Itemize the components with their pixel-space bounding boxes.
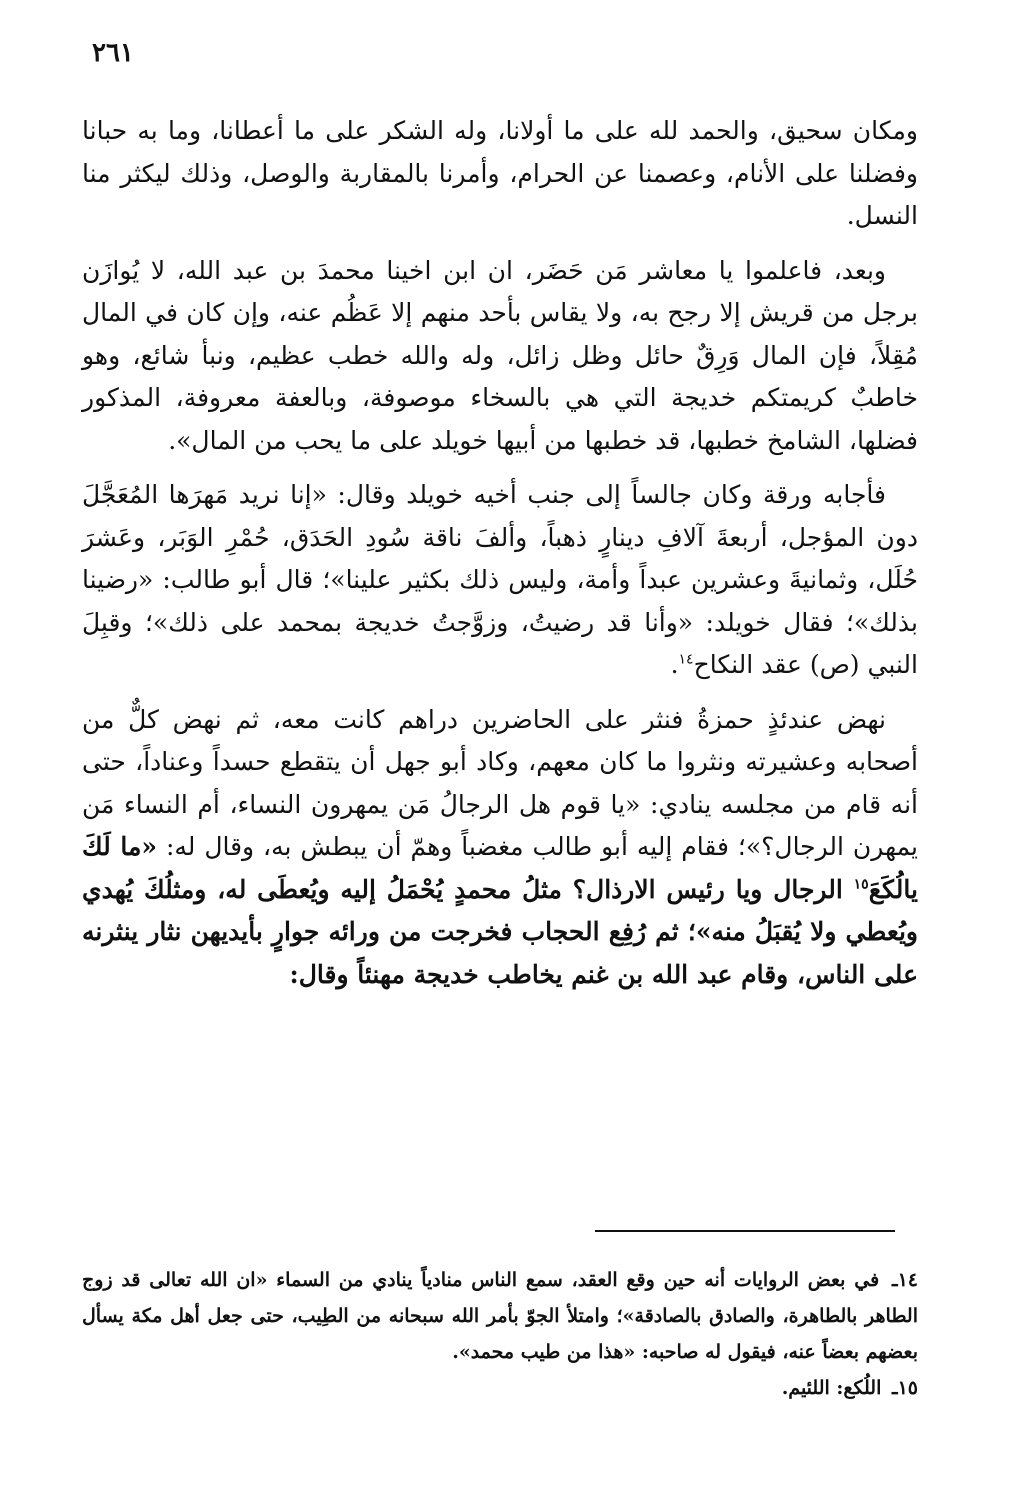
footnote-14-number: ١٤ـ [892, 1269, 918, 1291]
paragraph-5-tail: الرجال ويا رئيس الارذال؟ مثلُ محمدٍ يُحْمَلُ إليه ويُعطَى له، ومثلُكَ يُهدي ويُعطي ولا يُقبَلُ منه»؛ ثم رُفِع الحجاب فخرجت من ورائه جوارٍ بأيديهن نثار ينثرنه على الناس، وقام عبد الله بن غنم يخاطب خديجة مهنئاً وقال: [82, 874, 918, 989]
paragraph-3-text: فأجابه ورقة وكان جالساً إلى جنب أخيه خويلد وقال: «إنا نريد مَهرَها المُعَجَّلَ دون المؤجل، أربعةَ آلافِ دينارٍ ذهباً، وألفَ ناقة سُودِ الحَدَق، حُمْرِ الوَبَر، وعَشرَ حُلَل، وثمانيةَ وعشرين عبداً وأمة، وليس ذلك بكثير علينا»؛ قال أبو طالب: «رضينا بذلك»؛ فقال خويلد: «وأنا قد رضيتُ، وزوَّجتُ خديجة بمحمد على ذلك»؛ وقبِلَ النبي (ص) عقد النكاح [82, 480, 918, 679]
footnote-14 [82, 1262, 918, 1370]
page-number: ٢٦١ [92, 38, 134, 68]
paragraph-2 [82, 250, 918, 463]
paragraph-4-text: نهض عندئذٍ حمزةُ فنثر على الحاضرين دراهم كانت معه، ثم نهض كلٌّ من أصحابه وعشيرته ونثروا ما كان معهم، وكاد أبو جهل أن يتقطع حسداً وعناداً، حتى أنه قام من مجلسه ينادي: «يا قوم هل الرجالُ مَن يمهرون النساء، أم النساء مَن يمهرن الرجال؟»؛ فقام إليه أبو طالب مغضباً وهمّ أن يبطش به، وقال له: [82, 704, 919, 861]
footnote-15-text: اللُكع: اللئيم. [781, 1377, 882, 1399]
footnote-separator [595, 1230, 895, 1232]
footnotes [82, 1262, 918, 1406]
footnote-14-text: في بعض الروايات أنه حين وقع العقد، سمع الناس منادياً ينادي من السماء «ان الله تعالى قد زوج الطاهر بالطاهرة، والصادق بالصادقة»؛ وامتلأ الجوّ بأمر الله سبحانه من الطِيب، حتى جعل أهل مكة يسأل بعضهم بعضاً عنه، فيقول له صاحبه: «هذا من طيب محمد». [82, 1269, 918, 1363]
paragraph-1-text: ومكان سحيق، والحمد لله على ما أولانا، وله الشكر على ما أعطانا، وما به حبانا وفضلنا على الأنام، وعصمنا عن الحرام، وأمرنا بالمقاربة والوصل، وذلك ليكثر منا النسل. [82, 116, 918, 230]
paragraph-4 [82, 699, 918, 997]
footnote-15 [82, 1370, 918, 1406]
paragraph-3 [82, 474, 918, 687]
paragraph-1 [82, 110, 918, 238]
body-text [82, 110, 918, 996]
paragraph-5-text: «ما لَكَ يالُكَعَ [82, 832, 918, 904]
paragraph-3-tail: . [670, 650, 679, 679]
footnote-ref-14[interactable]: ١٤ [678, 651, 694, 668]
footnote-ref-15[interactable]: ١٥ [853, 876, 869, 893]
footnote-15-number: ١٥ـ [892, 1377, 918, 1399]
paragraph-2-text: وبعد، فاعلموا يا معاشر مَن حَضَر، ان ابن اخينا محمدَ بن عبد الله، لا يُوازَن برجل من قريش إلا رجح به، ولا يقاس بأحد منهم إلا عَظُم عنه، وإن كان في المال مُقِلاً، فإن المال وَرِقٌ حائل وظل زائل، وله والله خطب عظيم، ونبأ شائع، وهو خاطبٌ كريمتكم خديجة التي هي بالسخاء موصوفة، وبالعفة معروفة، المذكور فضلها، الشامخ خطبها، قد خطبها من أبيها خويلد على ما يحب من المال». [82, 255, 918, 455]
